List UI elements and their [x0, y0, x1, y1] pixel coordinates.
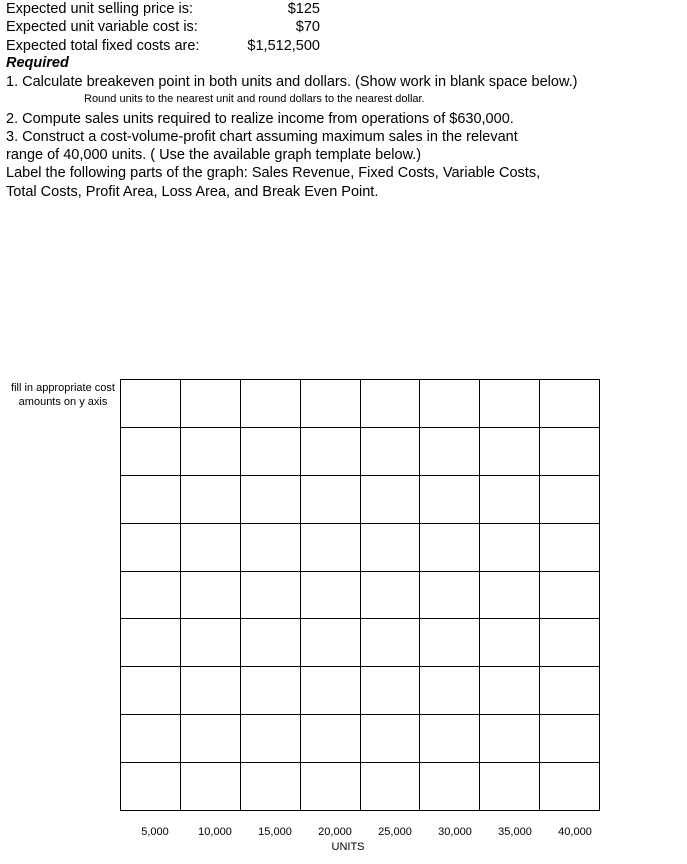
- grid-horizontal-line: [121, 427, 599, 428]
- question-1: 1. Calculate breakeven point in both units and dollars. (Show work in blank space below.): [6, 74, 578, 90]
- x-tick-label: 15,000: [258, 826, 292, 838]
- grid-horizontal-line: [121, 571, 599, 572]
- grid-vertical-line: [300, 380, 301, 810]
- grid-horizontal-line: [121, 762, 599, 763]
- question-3-line-2: range of 40,000 units. ( Use the available graph template below.): [6, 147, 422, 163]
- grid-vertical-line: [240, 380, 241, 810]
- x-tick-label: 35,000: [498, 826, 532, 838]
- y-axis-note: fill in appropriate cost amounts on y axis: [11, 382, 115, 408]
- grid-horizontal-line: [121, 666, 599, 667]
- x-tick-label: 30,000: [438, 826, 472, 838]
- grid-horizontal-line: [121, 714, 599, 715]
- required-heading: Required: [6, 55, 69, 71]
- question-2: 2. Compute sales units required to realize income from operations of $630,000.: [6, 111, 514, 127]
- grid-vertical-line: [479, 380, 480, 810]
- given-label-fixed-costs: Expected total fixed costs are:: [6, 38, 200, 54]
- x-tick-label: 25,000: [378, 826, 412, 838]
- x-tick-label: 40,000: [558, 826, 592, 838]
- grid-vertical-line: [539, 380, 540, 810]
- question-1-rounding-note: Round units to the nearest unit and round dollars to the nearest dollar.: [84, 93, 425, 105]
- grid-vertical-line: [419, 380, 420, 810]
- given-label-variable-cost: Expected unit variable cost is:: [6, 19, 198, 35]
- given-value-selling-price: $125: [287, 1, 320, 17]
- question-3-line-4: Total Costs, Profit Area, Loss Area, and Break Even Point.: [6, 184, 379, 200]
- question-3-line-1: 3. Construct a cost-volume-profit chart assuming maximum sales in the relevant: [6, 129, 518, 145]
- x-axis-title: UNITS: [331, 841, 365, 853]
- x-tick-label: 20,000: [318, 826, 352, 838]
- grid-horizontal-line: [121, 523, 599, 524]
- grid-vertical-line: [180, 380, 181, 810]
- grid-vertical-line: [360, 380, 361, 810]
- grid-horizontal-line: [121, 475, 599, 476]
- question-3-line-3: Label the following parts of the graph: Sales Revenue, Fixed Costs, Variable Costs,: [6, 165, 541, 181]
- given-value-variable-cost: $70: [295, 19, 320, 35]
- cvp-graph-grid: [120, 379, 600, 811]
- given-value-fixed-costs: $1,512,500: [247, 38, 320, 54]
- x-tick-label: 5,000: [141, 826, 169, 838]
- given-label-selling-price: Expected unit selling price is:: [6, 1, 193, 17]
- grid-horizontal-line: [121, 618, 599, 619]
- x-tick-label: 10,000: [198, 826, 232, 838]
